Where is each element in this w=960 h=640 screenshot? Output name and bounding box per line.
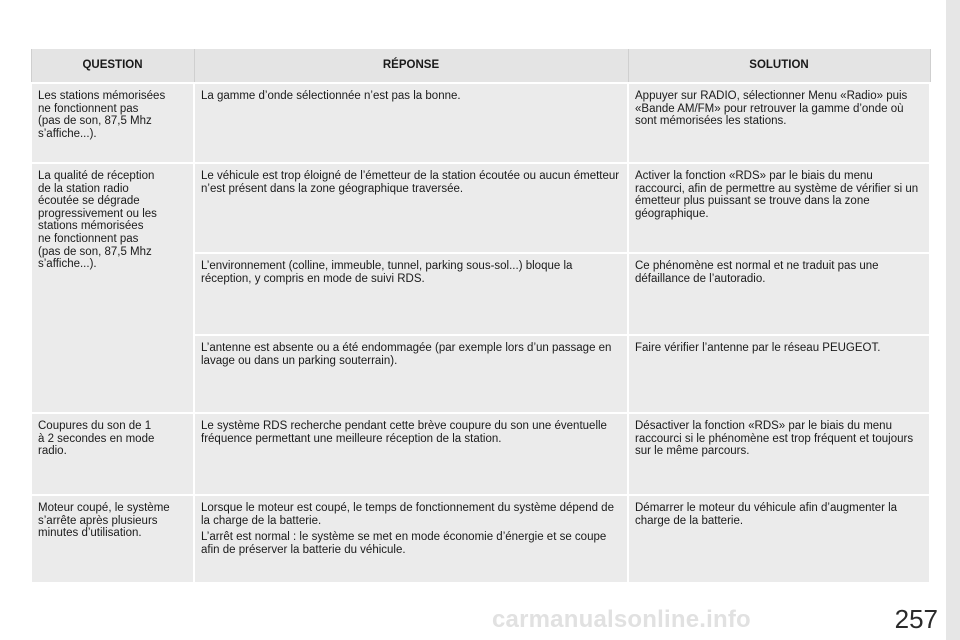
header-row [31, 48, 930, 84]
reponse-cell [194, 495, 628, 583]
solution-cell: Appuyer sur RADIO, sélectionner Menu «Radio» puis «Bande AM/FM» pour retrouver la gamme d’onde où sont mémorisées les stations. [628, 83, 930, 163]
reponse-paragraph: L’arrêt est normal : le système se met en mode économie d’énergie et se coupe afin de préserver la batterie du véhicule. [201, 531, 607, 556]
solution-cell: Faire vérifier l’antenne par le réseau PEUGEOT. [628, 335, 930, 413]
table-row [31, 163, 930, 253]
reponse-cell: Le véhicule est trop éloigné de l’émetteur de la station écoutée ou aucun émetteur n’est présent dans la zone géographique traversée. [194, 163, 628, 253]
troubleshooting-table [30, 46, 931, 584]
reponse-cell: La gamme d’onde sélectionnée n’est pas la bonne. [194, 83, 628, 163]
header-reponse: RÉPONSE [194, 48, 628, 84]
header-solution: SOLUTION [628, 48, 930, 84]
page-number: 257 [894, 604, 938, 634]
solution-cell: Démarrer le moteur du véhicule afin d’augmenter la charge de la batterie. [628, 495, 930, 583]
question-cell: Coupures du son de 1 à 2 secondes en mode radio. [31, 413, 194, 495]
watermark-text: carmanualsonline.info [492, 606, 751, 633]
reponse-cell: L’antenne est absente ou a été endommagée (par exemple lors d’un passage en lavage ou dans un parking souterrain). [194, 335, 628, 413]
reponse-cell: Le système RDS recherche pendant cette brève coupure du son une éventuelle fréquence permettant une meilleure réception de la station. [194, 413, 628, 495]
question-cell: Moteur coupé, le système s’arrête après plusieurs minutes d’utilisation. [31, 495, 194, 583]
table-row [31, 83, 930, 163]
solution-cell: Activer la fonction «RDS» par le biais du menu raccourci, afin de permettre au système de vérifier si un émetteur plus puissant se trouve dans la zone géographique. [628, 163, 930, 253]
table-row [31, 413, 930, 495]
header-question: QUESTION [31, 48, 194, 84]
question-cell: Les stations mémorisées ne fonctionnent pas (pas de son, 87,5 Mhz s’affiche...). [31, 83, 194, 163]
reponse-paragraph: Lorsque le moteur est coupé, le temps de fonctionnement du système dépend de la charge de la batterie. [201, 502, 614, 527]
side-margin-strip [946, 0, 960, 640]
solution-cell: Ce phénomène est normal et ne traduit pas une défaillance de l’autoradio. [628, 253, 930, 335]
question-cell: La qualité de réception de la station radio écoutée se dégrade progressivement ou les stations mémorisées ne fonctionnent pas (pas de son, 87,5 Mhz s’affiche...). [31, 163, 194, 413]
solution-cell: Désactiver la fonction «RDS» par le biais du menu raccourci si le phénomène est trop fréquent et toujours sur le même parcours. [628, 413, 930, 495]
reponse-cell: L’environnement (colline, immeuble, tunnel, parking sous-sol...) bloque la réception, y compris en mode de suivi RDS. [194, 253, 628, 335]
table-row [31, 495, 930, 583]
